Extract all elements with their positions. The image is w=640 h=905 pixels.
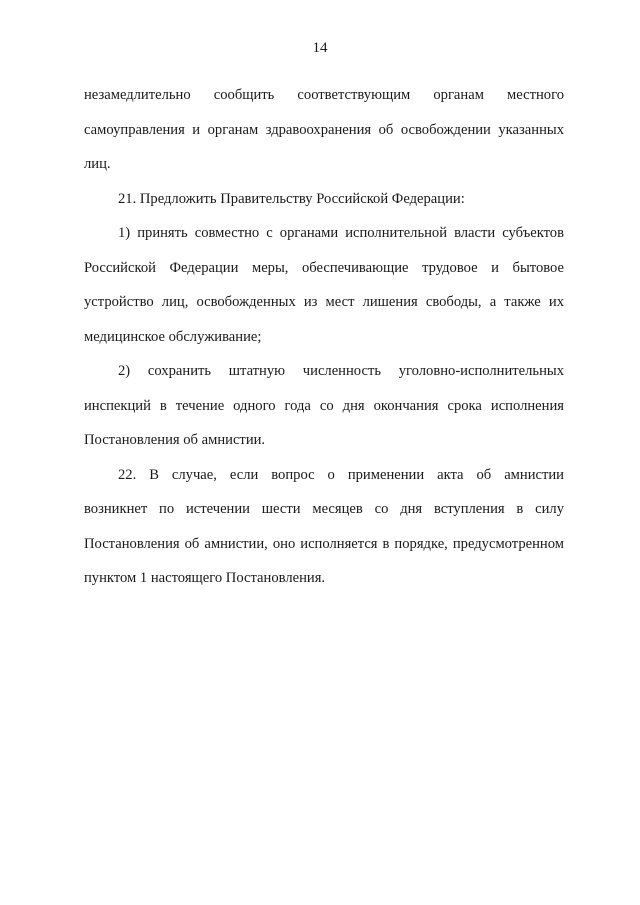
text-line: незамедлительно сообщить соответствующим органам местного xyxy=(84,87,564,103)
document-body xyxy=(84,78,564,596)
text-line: 1) принять совместно с органами исполнительной власти субъектов xyxy=(118,225,564,241)
text-line: 21. Предложить Правительству Российской Федерации: xyxy=(118,190,465,207)
text-line: пунктом 1 настоящего Постановления. xyxy=(84,570,326,586)
page-number: 14 xyxy=(312,40,328,56)
text-line: лиц. xyxy=(84,156,111,172)
text-line: Постановления об амнистии. xyxy=(84,432,266,448)
text-line: возникнет по истечении шести месяцев со дня вступления в силу xyxy=(84,501,564,517)
text-line: 22. В случае, если вопрос о применении акта об амнистии xyxy=(118,466,564,483)
text-line: Российской Федерации меры, обеспечивающие трудовое и бытовое xyxy=(84,259,564,276)
text-line: инспекций в течение одного года со дня окончания срока исполнения xyxy=(84,397,564,414)
text-line: Постановления об амнистии, оно исполняется в порядке, предусмотренном xyxy=(84,535,564,552)
text-line: устройство лиц, освобожденных из мест лишения свободы, а также их xyxy=(84,294,564,310)
text-line: самоуправления и органам здравоохранения об освобождении указанных xyxy=(84,121,564,138)
text-line: медицинское обслуживание; xyxy=(84,328,262,345)
text-line: 2) сохранить штатную численность уголовно-исполнительных xyxy=(118,363,564,379)
